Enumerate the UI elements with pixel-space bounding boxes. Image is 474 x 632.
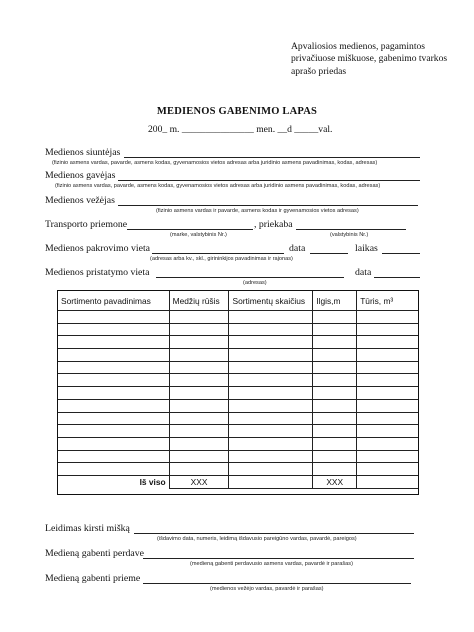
table-cell[interactable]	[229, 425, 313, 438]
received-field[interactable]	[143, 583, 411, 584]
table-cell[interactable]	[313, 311, 357, 324]
table-cell[interactable]	[169, 311, 229, 324]
table-cell[interactable]	[313, 374, 357, 387]
receiver-label: Medienos gavėjas	[45, 170, 116, 181]
table-cell[interactable]	[229, 361, 313, 374]
table-cell[interactable]	[229, 374, 313, 387]
vehicle-field[interactable]	[127, 229, 253, 230]
table-cell[interactable]	[229, 412, 313, 425]
table-cell[interactable]	[169, 349, 229, 362]
table-cell[interactable]	[169, 387, 229, 400]
timber-table	[57, 290, 419, 489]
table-cell[interactable]	[58, 412, 170, 425]
table-cell[interactable]	[169, 323, 229, 336]
table-row	[58, 463, 419, 476]
table-cell[interactable]	[58, 387, 170, 400]
table-row	[58, 399, 419, 412]
table-cell[interactable]	[229, 399, 313, 412]
loading-place-hint: (adresas arba kv., skl., girininkijos pavadinimas ir rajonas)	[150, 256, 293, 262]
total-row	[58, 475, 419, 488]
table-cell[interactable]	[58, 463, 170, 476]
table-cell[interactable]	[58, 374, 170, 387]
page-title: MEDIENOS GABENIMO LAPAS	[156, 106, 318, 117]
table-row	[58, 450, 419, 463]
table-row	[58, 437, 419, 450]
col-header-species: Medžių rūšis	[169, 291, 229, 311]
sender-hint: (fizinio asmens vardas, pavarde, asmens kodas, gyvenamosios vietos adresas arba juridinio asmens pavadinimas, kodas, adresas)	[52, 160, 378, 166]
receiver-field[interactable]	[118, 180, 420, 181]
table-cell[interactable]	[58, 336, 170, 349]
delivery-place-hint: (adresas)	[243, 280, 267, 286]
trailer-label: , priekaba	[254, 219, 293, 230]
table-cell[interactable]	[229, 387, 313, 400]
col-header-length: Ilgis,m	[313, 291, 357, 311]
loading-time-label: laikas	[355, 243, 378, 254]
table-cell[interactable]	[229, 349, 313, 362]
delivery-place-label: Medienos pristatymo vieta	[45, 267, 150, 278]
loading-place-field[interactable]	[152, 253, 284, 254]
handed-over-label: Medieną gabenti perdave	[45, 548, 145, 559]
table-cell[interactable]	[313, 387, 357, 400]
col-header-assortment: Sortimento pavadinimas	[58, 291, 170, 311]
col-header-count: Sortimentų skaičius	[229, 291, 313, 311]
table-cell[interactable]	[58, 349, 170, 362]
table-cell[interactable]	[313, 450, 357, 463]
table-cell[interactable]	[313, 425, 357, 438]
table-cell[interactable]	[357, 311, 419, 324]
table-cell[interactable]	[229, 463, 313, 476]
table-cell[interactable]	[357, 437, 419, 450]
table-cell[interactable]	[58, 437, 170, 450]
table-row	[58, 425, 419, 438]
table-cell[interactable]	[313, 437, 357, 450]
total-volume-cell[interactable]	[357, 475, 419, 488]
sender-field[interactable]	[124, 157, 420, 158]
trailer-hint: (valstybinis Nr.)	[330, 232, 369, 238]
total-species-xxx: XXX	[169, 475, 229, 488]
table-cell[interactable]	[357, 450, 419, 463]
table-cell[interactable]	[169, 412, 229, 425]
table-cell[interactable]	[357, 349, 419, 362]
table-row	[58, 387, 419, 400]
table-cell[interactable]	[313, 463, 357, 476]
date-time-line: 200_ m. _______________ men. __d _____val.	[148, 124, 333, 135]
table-cell[interactable]	[357, 399, 419, 412]
table-header-row	[58, 291, 419, 311]
table-cell[interactable]	[357, 336, 419, 349]
table-row	[58, 374, 419, 387]
table-row	[58, 349, 419, 362]
table-cell[interactable]	[169, 463, 229, 476]
table-cell[interactable]	[313, 399, 357, 412]
table-cell[interactable]	[357, 425, 419, 438]
table-cell[interactable]	[58, 311, 170, 324]
table-cell[interactable]	[169, 374, 229, 387]
handed-over-field[interactable]	[143, 558, 414, 559]
total-count-cell[interactable]	[229, 475, 313, 488]
delivery-place-field[interactable]	[156, 277, 344, 278]
loading-place-label: Medienos pakrovimo vieta	[45, 243, 151, 254]
table-row	[58, 311, 419, 324]
receiver-hint: (fizinio asmens vardas, pavarde, asmens kodas, gyvenamosios vietos adresas arba juridinio asmens pavadinimas, kodas, adresas)	[55, 183, 381, 189]
loading-date-field[interactable]	[310, 253, 348, 254]
table-row	[58, 412, 419, 425]
table-cell[interactable]	[58, 323, 170, 336]
received-label: Medieną gabenti prieme	[45, 573, 141, 584]
permit-field[interactable]	[134, 533, 414, 534]
vehicle-label: Transporto priemone	[45, 219, 128, 230]
trailer-field[interactable]	[296, 229, 406, 230]
table-row	[58, 361, 419, 374]
table-cell[interactable]	[169, 399, 229, 412]
table-cell[interactable]	[58, 425, 170, 438]
table-cell[interactable]	[58, 399, 170, 412]
table-cell[interactable]	[169, 425, 229, 438]
table-row	[58, 336, 419, 349]
permit-hint: (išdavimo data, numeris, leidimą išdavusio pareigūno vardas, pavardė, pareigos)	[157, 536, 357, 542]
table-cell[interactable]	[357, 323, 419, 336]
carrier-field[interactable]	[118, 205, 418, 206]
col-header-volume: Tūris, m³	[357, 291, 419, 311]
carrier-hint: (fizinio asmens vardas ir pavarde, asmens kodas ir gyvenamosios vietos adresas)	[156, 208, 359, 214]
table-cell[interactable]	[313, 336, 357, 349]
total-length-xxx: XXX	[313, 475, 357, 488]
table-cell[interactable]	[313, 323, 357, 336]
delivery-date-label: data	[355, 267, 372, 278]
vehicle-hint: (marke, valstybinis Nr.)	[170, 232, 227, 238]
appendix-note: Apvaliosios medienos, pagamintos privačiuose miškuose, gabenimo tvarkos aprašo priedas	[291, 41, 448, 77]
table-cell[interactable]	[357, 361, 419, 374]
sender-label: Medienos siuntėjas	[45, 147, 121, 158]
received-hint: (medienos vežėjo vardas, pavardė ir parašas)	[210, 586, 324, 592]
table-cell[interactable]	[169, 361, 229, 374]
carrier-label: Medienos vežėjas	[45, 195, 115, 206]
table-row	[58, 323, 419, 336]
table-cell[interactable]	[229, 336, 313, 349]
table-cell[interactable]	[313, 349, 357, 362]
table-cell[interactable]	[58, 450, 170, 463]
permit-label: Leidimas kirsti mišką	[45, 523, 130, 534]
table-cell[interactable]	[169, 437, 229, 450]
table-cell[interactable]	[169, 450, 229, 463]
handed-over-hint: (medieną gabenti perdavusio asmens vardas, pavardė ir parašas)	[190, 561, 353, 567]
table-cell[interactable]	[357, 374, 419, 387]
table-cell[interactable]	[229, 323, 313, 336]
table-cell[interactable]	[229, 437, 313, 450]
table-cell[interactable]	[313, 361, 357, 374]
table-cell[interactable]	[169, 336, 229, 349]
table-cell[interactable]	[357, 463, 419, 476]
table-cell[interactable]	[58, 361, 170, 374]
table-cell[interactable]	[313, 412, 357, 425]
table-cell[interactable]	[357, 412, 419, 425]
total-label: Iš viso	[139, 477, 166, 488]
delivery-date-field[interactable]	[374, 277, 420, 278]
table-cell[interactable]	[229, 311, 313, 324]
table-cell[interactable]	[357, 387, 419, 400]
loading-date-label: data	[289, 243, 306, 254]
table-cell[interactable]	[229, 450, 313, 463]
loading-time-field[interactable]	[382, 253, 420, 254]
